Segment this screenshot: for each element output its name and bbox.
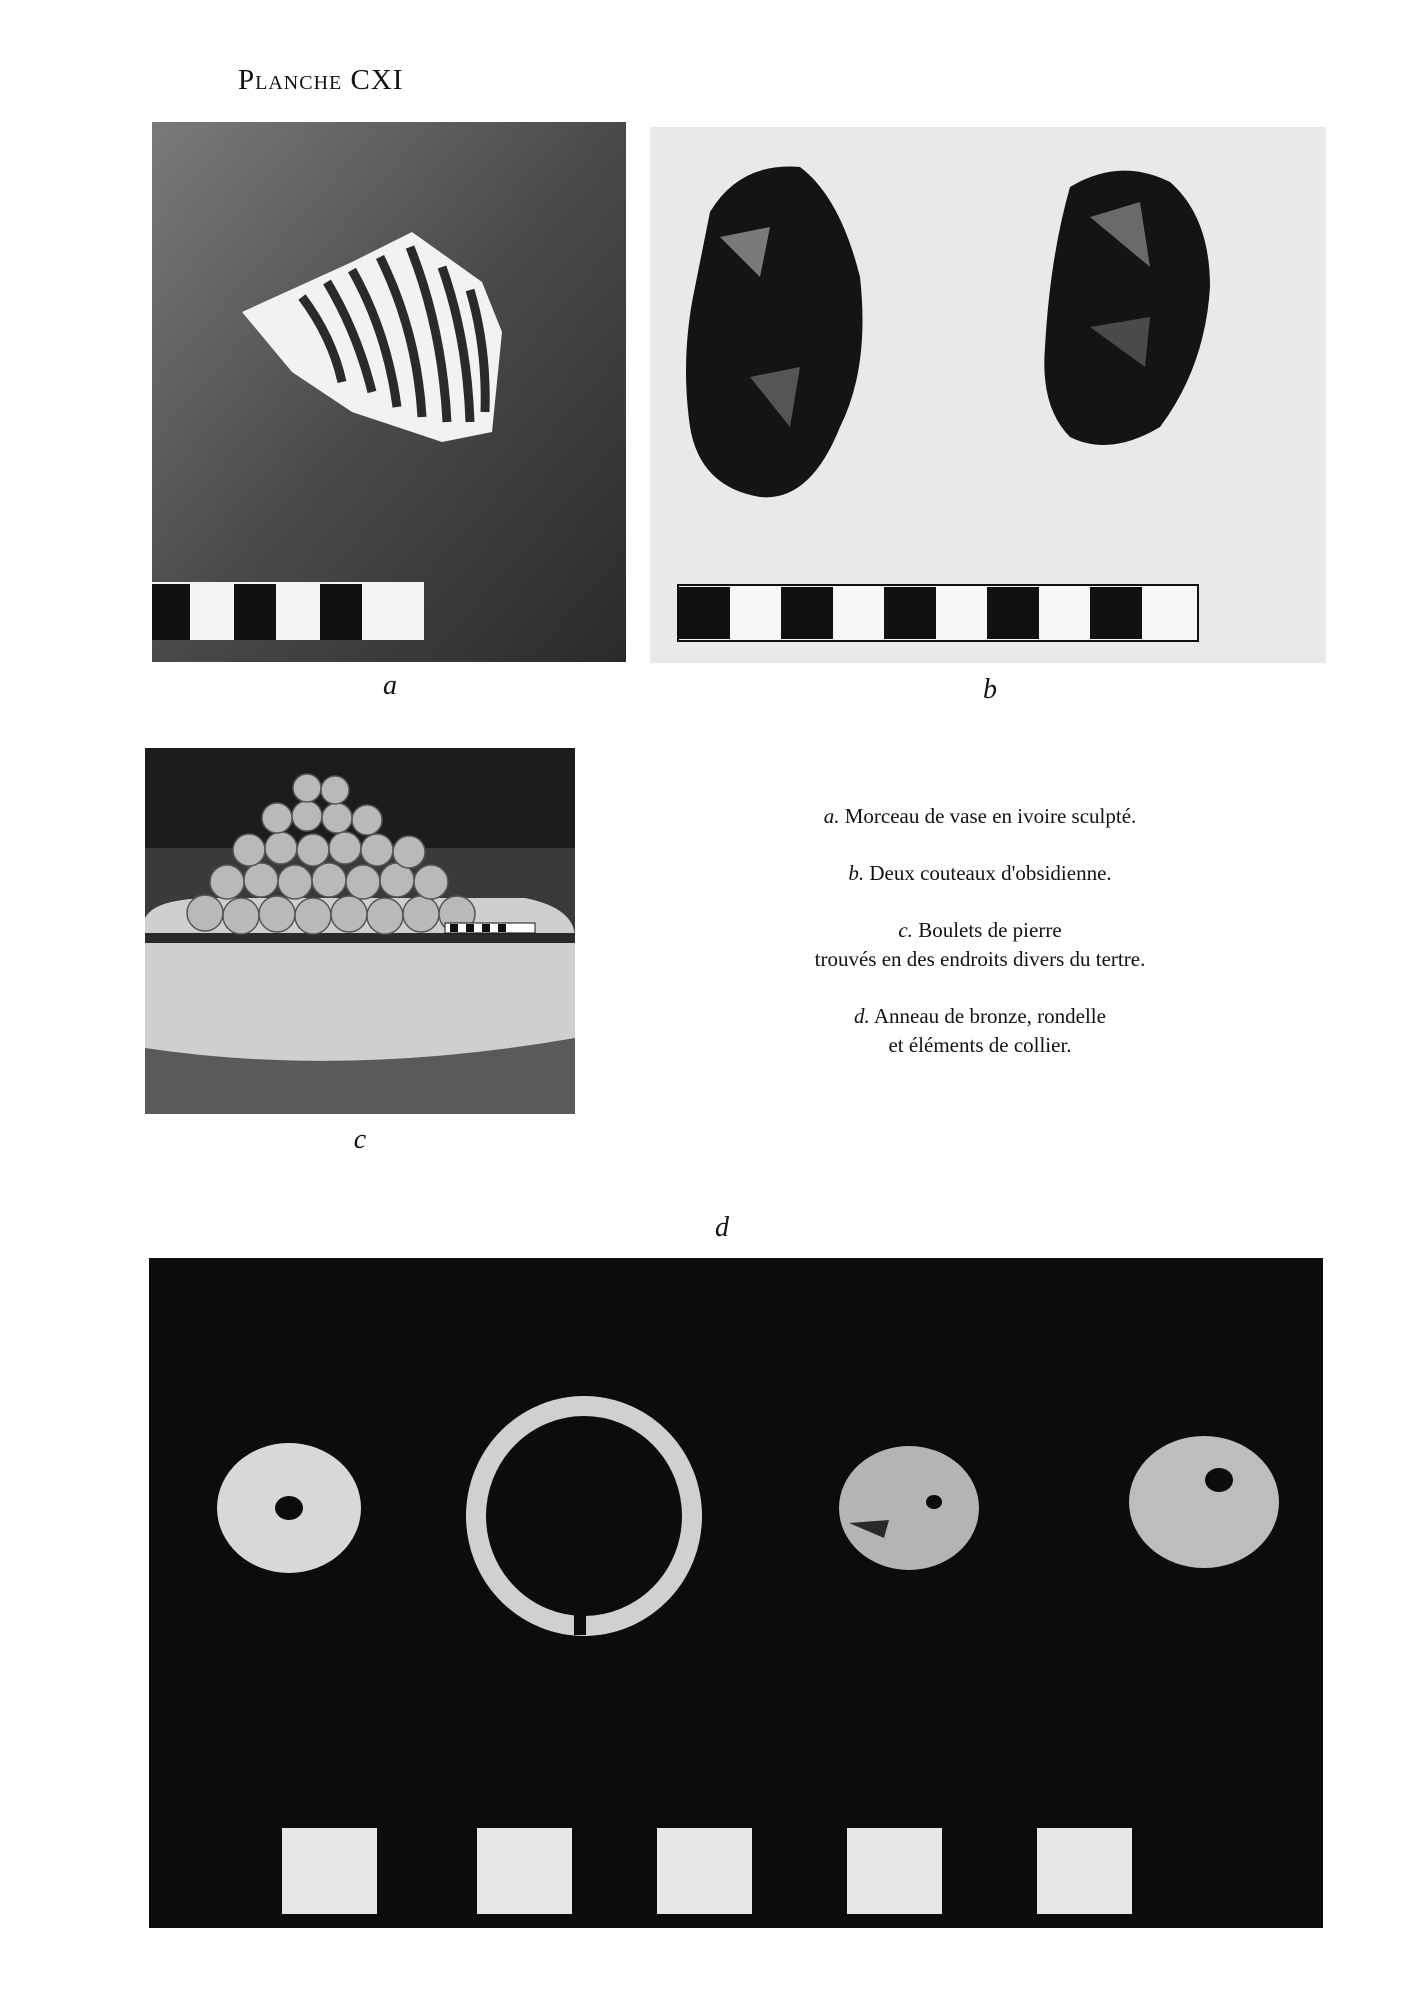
figure-label-c: c (353, 1124, 367, 1155)
photo-a-ivory-fragment (152, 122, 626, 662)
plate-title: Planche CXI (238, 64, 404, 96)
photo-b-obsidian-knives (650, 127, 1326, 663)
caption-d-text-line2: et éléments de collier. (888, 1033, 1072, 1057)
caption-b-text: Deux couteaux d'obsidienne. (869, 861, 1112, 885)
caption-c-text-line2: trouvés en des endroits divers du tertre. (814, 947, 1146, 971)
caption-c (720, 916, 1240, 974)
photo-d-ring-and-beads (149, 1258, 1323, 1928)
photo-c-stone-balls (145, 748, 575, 1114)
caption-d-text-line1: Anneau de bronze, rondelle (873, 1004, 1106, 1028)
caption-c-text-line1: Boulets de pierre (918, 918, 1062, 942)
caption-d-letter: d. (854, 1004, 870, 1028)
caption-a (720, 802, 1240, 831)
caption-a-letter: a. (823, 804, 840, 828)
caption-d (720, 1002, 1240, 1060)
caption-b-letter: b. (848, 861, 865, 885)
caption-b (720, 859, 1240, 888)
caption-c-letter: c. (898, 918, 913, 942)
figure-label-a: a (383, 670, 397, 701)
caption-a-text: Morceau de vase en ivoire sculpté. (844, 804, 1137, 828)
figure-label-b: b (983, 674, 997, 705)
captions-block (720, 802, 1240, 1088)
figure-label-d: d (715, 1212, 729, 1243)
